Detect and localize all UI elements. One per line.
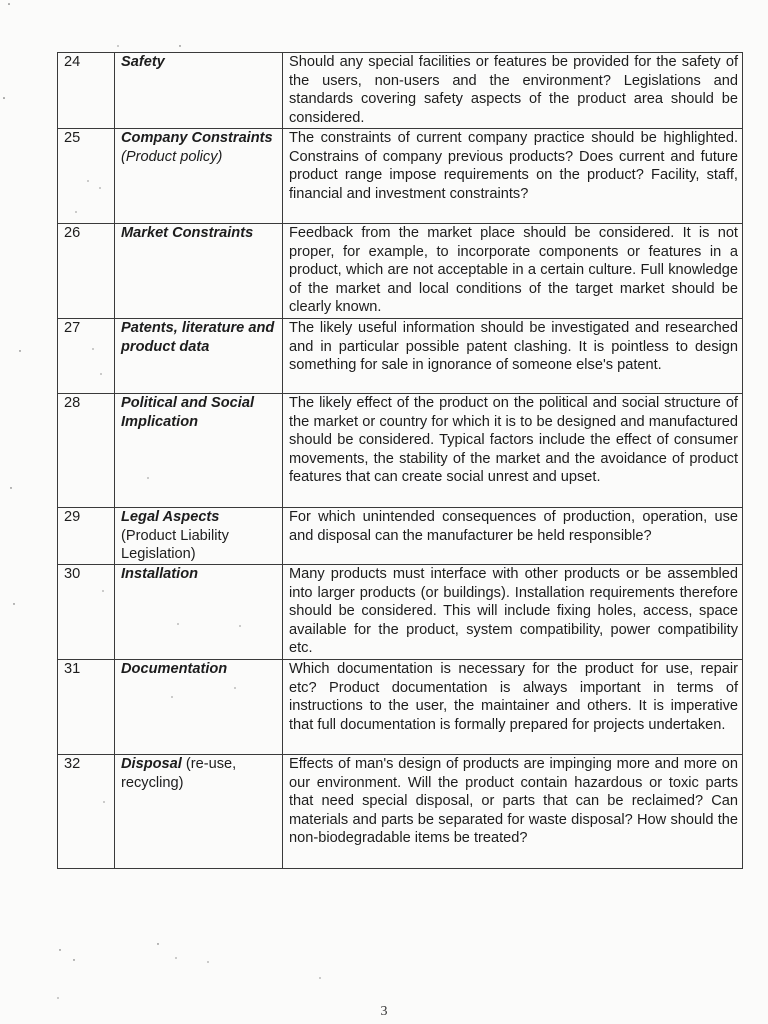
description-cell: Should any special facilities or features be provided for the safety of the users, non-users and the environment? Legislations and standards covering safety aspects of the product area should be considered. [283, 53, 743, 129]
description-cell: The likely useful information should be investigated and researched and in particular possible patent clashing. It is pointless to design something for sale in ignorance of someone else's patent. [283, 319, 743, 394]
description-cell: The constraints of current company practice should be highlighted. Constrains of company previous products? Does current and future product range impose requirements on the product? Facility, staff, financial and investment constraints? [283, 129, 743, 224]
topic-title: Political and Social Implication [121, 395, 255, 430]
table-row [58, 660, 743, 755]
description-cell: Effects of man's design of products are impinging more and more on our environment. Will the product contain hazardous or toxic parts that need special disposal, or parts that can be reclaimed? Can materials and parts be separated for waste disposal? How should the non-biodegradable items be treated? [283, 755, 743, 869]
table-row [58, 129, 743, 224]
requirements-table [57, 52, 743, 869]
item-number: 24 [58, 53, 115, 129]
topic-cell [115, 53, 283, 129]
description-cell: For which unintended consequences of production, operation, use and disposal can the manufacturer be held responsible? [283, 508, 743, 565]
topic-cell [115, 319, 283, 394]
item-number: 25 [58, 129, 115, 224]
table-row [58, 394, 743, 508]
topic-cell [115, 129, 283, 224]
topic-title: Disposal [121, 756, 182, 772]
topic-title: Documentation [121, 661, 228, 677]
table-row [58, 224, 743, 319]
description-cell: Feedback from the market place should be considered. It is not proper, for example, to incorporate components or features in a product, which are not acceptable in a certain culture. Full knowledge of the market and local conditions of the target market should be clearly known. [283, 224, 743, 319]
item-number: 31 [58, 660, 115, 755]
topic-cell [115, 660, 283, 755]
topic-subtitle: (Product policy) [121, 148, 223, 165]
table-row [58, 319, 743, 394]
description-cell: Many products must interface with other products or be assembled into larger products (or buildings). Installation requirements therefore should be considered. This will include fixing holes, access, space available for the product, system compatibility, power compatibility etc. [283, 565, 743, 660]
item-number: 28 [58, 394, 115, 508]
topic-title: Patents, literature and product data [121, 320, 275, 355]
topic-subtitle: (Product Liability Legislation) [121, 527, 229, 563]
item-number: 27 [58, 319, 115, 394]
table-row [58, 565, 743, 660]
table-row [58, 508, 743, 565]
topic-cell [115, 565, 283, 660]
topic-cell [115, 508, 283, 565]
topic-cell [115, 394, 283, 508]
item-number: 32 [58, 755, 115, 869]
topic-title: Company Constraints [121, 130, 273, 146]
page-number: 3 [380, 1004, 388, 1019]
topic-title: Legal Aspects [121, 509, 220, 525]
topic-cell [115, 755, 283, 869]
item-number: 29 [58, 508, 115, 565]
topic-title: Safety [121, 54, 165, 70]
table-row [58, 53, 743, 129]
item-number: 26 [58, 224, 115, 319]
table-row [58, 755, 743, 869]
topic-subtitle: (re-use, recycling) [121, 756, 237, 791]
description-cell: The likely effect of the product on the political and social structure of the market or country for which it is to be designed and manufactured should be considered. Typical factors include the effect of consumer movements, the stability of the market and the avoidance of product features that can create social unrest and upset. [283, 394, 743, 508]
description-cell: Which documentation is necessary for the product for use, repair etc? Product documentation is always important in terms of instructions to the user, the maintainer and others. It is imperative that full documentation is formally prepared for projects undertaken. [283, 660, 743, 755]
item-number: 30 [58, 565, 115, 660]
topic-cell [115, 224, 283, 319]
topic-title: Installation [121, 566, 199, 582]
topic-title: Market Constraints [121, 225, 254, 241]
